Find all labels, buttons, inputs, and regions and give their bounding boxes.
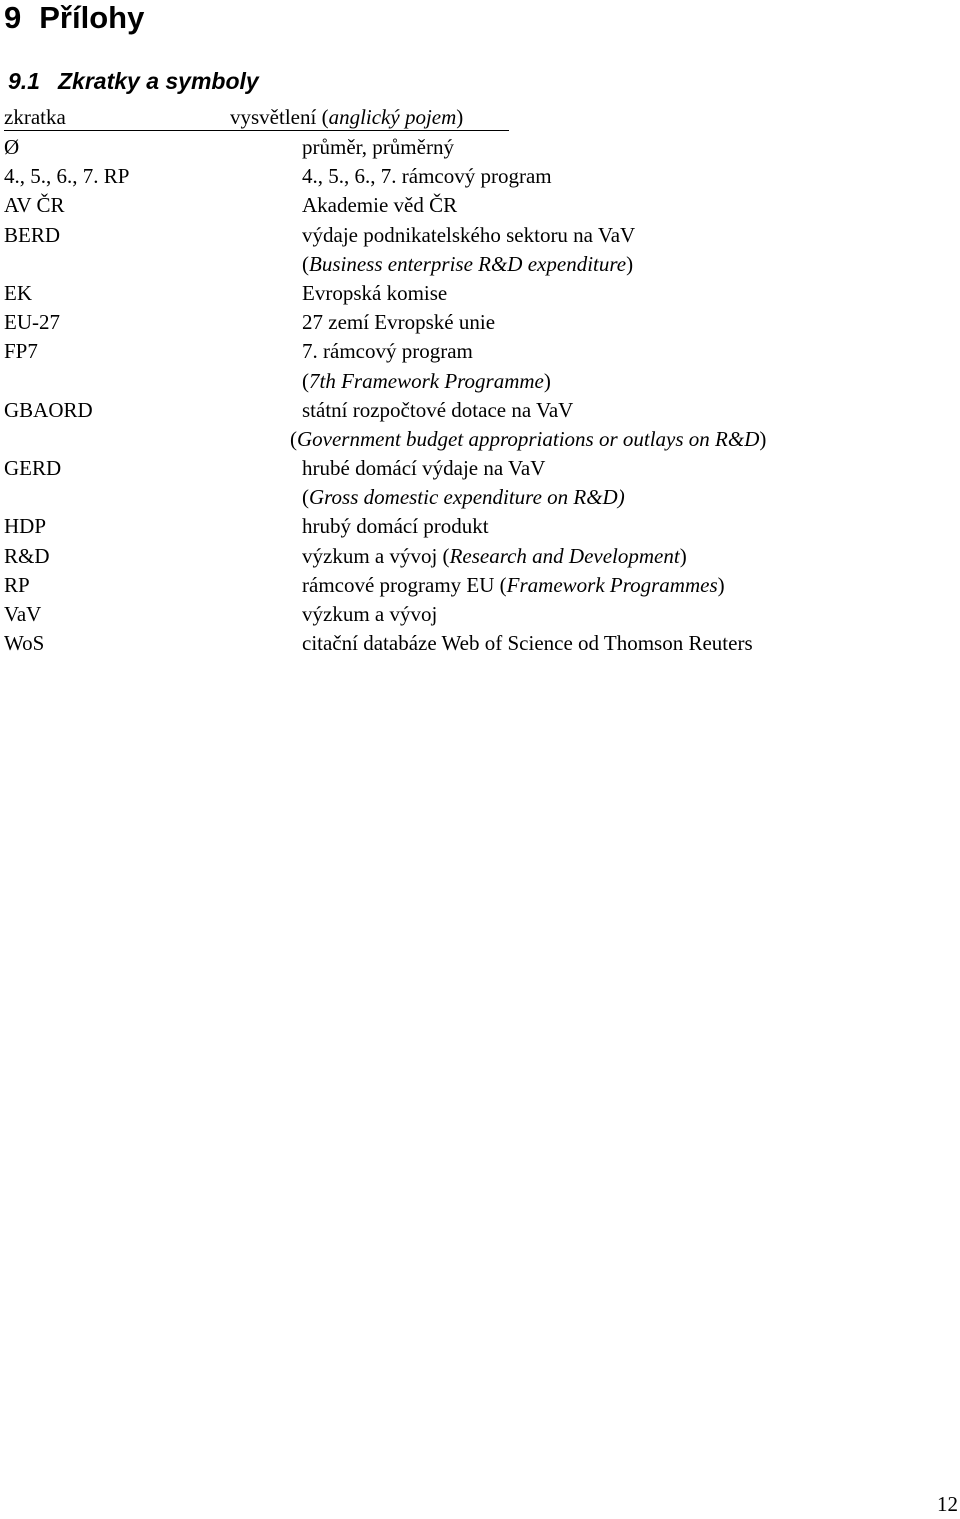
abbreviation-list [4,133,934,658]
table-row [4,425,934,454]
table-row [4,250,934,279]
abbreviation: RP [4,572,30,597]
explanation: 27 zemí Evropské unie [302,310,496,335]
abbreviation: EK [4,280,32,305]
table-row [4,571,934,600]
explanation: (Business enterprise R&D expenditure) [302,251,634,276]
table-header [4,104,509,131]
table-row [4,629,934,658]
abbreviation: GBAORD [4,397,93,422]
chapter-title: Přílohy [39,0,145,35]
explanation: státní rozpočtové dotace na VaV [302,397,574,422]
explanation: (7th Framework Programme) [302,368,551,393]
abbreviation: 4., 5., 6., 7. RP [4,164,130,189]
section-title: Zkratky a symboly [57,68,259,94]
table-row [4,454,934,483]
chapter-heading [4,0,144,36]
table-row [4,396,934,425]
table-row [4,367,934,396]
table-row [4,512,934,541]
chapter-number: 9 [4,0,22,35]
explanation: Akademie věd ČR [302,193,458,218]
table-row [4,221,934,250]
table-row [4,542,934,571]
table-row [4,162,934,191]
table-row [4,600,934,629]
abbreviation: FP7 [4,339,38,364]
abbreviation: GERD [4,456,62,481]
header-explanation: vysvětlení (anglický pojem) [230,105,464,129]
table-row [4,483,934,512]
header-abbreviation: zkratka [4,105,66,129]
explanation: Evropská komise [302,280,448,305]
explanation: 4., 5., 6., 7. rámcový program [302,164,552,189]
abbreviation: HDP [4,514,47,539]
abbreviation: EU-27 [4,310,60,335]
table-row [4,308,934,337]
explanation: výzkum a vývoj (Research and Development) [302,543,687,568]
explanation: výzkum a vývoj [302,602,438,626]
abbreviation: Ø [4,135,20,159]
explanation: hrubý domácí produkt [302,514,489,539]
section-number: 9.1 [8,68,40,94]
abbreviation: AV ČR [4,193,65,218]
abbreviation: VaV [4,602,42,626]
table-row [4,337,934,366]
table-row [4,133,934,162]
explanation: výdaje podnikatelského sektoru na VaV [302,222,636,247]
abbreviation: R&D [4,543,50,568]
abbreviation: BERD [4,222,61,247]
explanation: hrubé domácí výdaje na VaV [302,456,546,481]
explanation: citační databáze Web of Science od Thomson Reuters [302,631,753,656]
abbreviation: WoS [4,631,45,656]
explanation: rámcové programy EU (Framework Programmes) [302,572,725,597]
explanation: 7. rámcový program [302,339,473,364]
explanation: (Government budget appropriations or outlays on R&D) [290,426,767,451]
table-row [4,279,934,308]
explanation: průměr, průměrný [302,135,454,159]
explanation: (Gross domestic expenditure on R&D) [302,485,625,510]
page-number: 12 [937,1492,958,1516]
table-row [4,191,934,220]
section-heading [8,66,259,96]
